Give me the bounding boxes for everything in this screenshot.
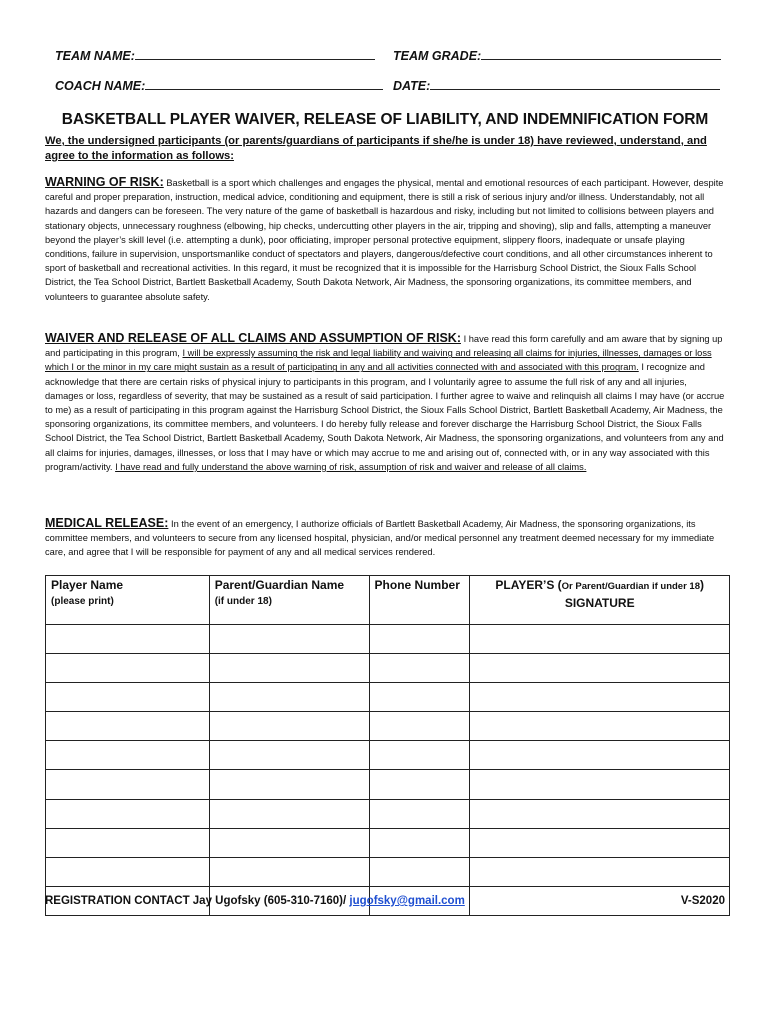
signature-header-b: Or Parent/Guardian if under 18 <box>561 581 700 592</box>
intro-statement: We, the undersigned participants (or parents/guardians of participants if she/he is under 18) have reviewed, understand, and agree to the information as follows: <box>45 135 707 162</box>
coach-name-field[interactable] <box>55 78 383 93</box>
table-row <box>46 654 730 683</box>
player-name-header-sub: (please print) <box>51 596 114 607</box>
signature-cell[interactable] <box>470 683 730 712</box>
player-name-cell[interactable] <box>46 857 210 886</box>
waiver-underline-1: I will be expressly assuming the risk and legal liability and waiving and releasing all claims for injuries, illnesses, damages or loss which I or the minor in my care might sustain as a result of participating in any and all activities connected with and associated with this program. <box>45 348 712 373</box>
guardian-name-cell[interactable] <box>209 654 369 683</box>
signature-header-a: PLAYER’S ( <box>495 578 562 592</box>
coach-name-line[interactable] <box>145 78 383 90</box>
table-row <box>46 683 730 712</box>
date-line[interactable] <box>430 78 720 90</box>
waiver-underline-2: I have read and fully understand the above warning of risk, assumption of risk and waiver and release of all claims. <box>115 461 587 472</box>
registration-contact <box>45 895 725 907</box>
guardian-name-header-label: Parent/Guardian Name <box>214 578 345 592</box>
player-name-cell[interactable] <box>46 828 210 857</box>
phone-number-cell[interactable] <box>369 828 470 857</box>
signature-header-sub: SIGNATURE <box>564 596 635 610</box>
phone-number-header-label: Phone Number <box>374 578 460 592</box>
guardian-name-cell[interactable] <box>209 770 369 799</box>
warning-heading: WARNING OF RISK: <box>45 175 164 189</box>
signature-header <box>470 576 730 625</box>
signature-cell[interactable] <box>470 770 730 799</box>
guardian-name-cell[interactable] <box>209 857 369 886</box>
player-name-cell[interactable] <box>46 654 210 683</box>
contact-text: REGISTRATION CONTACT Jay Ugofsky (605-310-7160)/ <box>45 895 347 907</box>
phone-number-cell[interactable] <box>369 741 470 770</box>
team-grade-line[interactable] <box>481 48 721 60</box>
table-row <box>46 741 730 770</box>
warning-text: Basketball is a sport which challenges and engages the physical, mental and emotional resources of each participant. However, despite careful and proper preparation, instruction, medical advice, conditioning and equipment, there is still a risk of serious injury and/or illness. Understandably, not all hazards and dangers can be foreseen. The very nature of the game of basketball is hazardous and risky, including but not limited to collisions between players and stationary objects, unnecessary roughness (elbowing, hip checks, undercutting other players in the air, tripping and shoving), slip and falls, attempting a maneuver beyond the player’s skill level (i.e. attempting a dunk), poor officiating, improper personal protective equipment, slippery floors, inadequate or unsafe playing conditions, failure in supervision, unsportsmanlike conduct of spectators and players, dangerous/defective court conditions, and all other circumstances inherent to sport of basketball and recreational activities. In this regard, it must be recognized that it is impossible for the Harrisburg School District, the Sioux Falls School District, the Tea School District, Bartlett Basketball Academy, South Dakota Network, Air Madness, the sponsoring organizations, its committee members, and volunteers to guarantee absolute safety. <box>45 178 724 302</box>
phone-number-cell[interactable] <box>369 654 470 683</box>
guardian-name-cell[interactable] <box>209 683 369 712</box>
version-label: V-S2020 <box>680 895 725 907</box>
player-name-cell[interactable] <box>46 625 210 654</box>
guardian-name-cell[interactable] <box>209 625 369 654</box>
phone-number-header <box>369 576 470 625</box>
signature-cell[interactable] <box>470 799 730 828</box>
form-title: BASKETBALL PLAYER WAIVER, RELEASE OF LIABILITY, AND INDEMNIFICATION FORM <box>61 111 709 128</box>
table-row <box>46 770 730 799</box>
player-name-cell[interactable] <box>46 741 210 770</box>
guardian-name-cell[interactable] <box>209 799 369 828</box>
table-row <box>46 712 730 741</box>
warning-of-risk-section <box>45 175 725 304</box>
medical-release-section <box>45 516 725 560</box>
guardian-name-cell[interactable] <box>209 741 369 770</box>
waiver-heading: WAIVER AND RELEASE OF ALL CLAIMS AND ASSUMPTION OF RISK: <box>45 331 461 345</box>
team-name-field[interactable] <box>55 48 375 63</box>
signature-cell[interactable] <box>470 857 730 886</box>
phone-number-cell[interactable] <box>369 625 470 654</box>
team-name-line[interactable] <box>135 48 375 60</box>
table-row <box>46 857 730 886</box>
coach-name-label: COACH NAME: <box>55 79 146 93</box>
waiver-text-2: I recognize and acknowledge that there are certain risks of physical injury to participants in this program, and I voluntarily agree to assume the full risk of any and all injuries, damages or loss, regardless of severity, that may be sustained as a result of said participation. I further agree to waive and relinquish all claims I may have (or accrue to me) as a result of participating in this program against the Harrisburg School District, the Sioux Falls School District, Bartlett Basketball Academy, Air Madness, the sponsoring organizations, its committee members, and volunteers. I do hereby fully release and forever discharge the Harrisburg School District, the Sioux Falls School District, the Tea School District, Bartlett Basketball Academy, South Dakota Network, Air Madness, the sponsoring organizations, and volunteers from any and all claims for injuries, damages, illnesses, or loss that I may have or which may accrue to me and arising out of, connected with, or in any way associated with this program/activity. <box>45 362 725 472</box>
signature-table-header <box>46 576 730 625</box>
table-row <box>46 799 730 828</box>
table-row <box>46 625 730 654</box>
team-name-label: TEAM NAME: <box>55 49 135 63</box>
phone-number-cell[interactable] <box>369 770 470 799</box>
team-grade-label: TEAM GRADE: <box>393 49 482 63</box>
player-name-cell[interactable] <box>46 770 210 799</box>
player-name-header-label: Player Name <box>51 578 124 592</box>
signature-cell[interactable] <box>470 712 730 741</box>
table-row <box>46 828 730 857</box>
guardian-name-cell[interactable] <box>209 828 369 857</box>
signature-cell[interactable] <box>470 625 730 654</box>
signature-header-c: ) <box>699 578 704 592</box>
player-name-cell[interactable] <box>46 683 210 712</box>
waiver-section <box>45 331 725 474</box>
phone-number-cell[interactable] <box>369 712 470 741</box>
signature-cell[interactable] <box>470 828 730 857</box>
guardian-name-header <box>209 576 369 625</box>
phone-number-cell[interactable] <box>369 683 470 712</box>
player-name-cell[interactable] <box>46 799 210 828</box>
date-field[interactable] <box>393 78 720 93</box>
waiver-text-1: I have read this form carefully and am aware that by signing up and participating in this program, <box>45 334 723 359</box>
signature-cell[interactable] <box>470 741 730 770</box>
team-grade-field[interactable] <box>393 48 721 63</box>
date-label: DATE: <box>393 79 431 93</box>
guardian-name-cell[interactable] <box>209 712 369 741</box>
medical-heading: MEDICAL RELEASE: <box>45 516 169 530</box>
medical-text: In the event of an emergency, I authorize officials of Bartlett Basketball Academy, Air Madness, the sponsoring organizations, its committee members, and volunteers to secure from any licensed hospital, physician, and/or medical personnel any treatment deemed necessary for my immediate care, and agree that I will be responsible for payment of any and all medical services rendered. <box>45 519 715 558</box>
contact-email-link[interactable]: jugofsky@gmail.com <box>349 895 465 907</box>
player-name-cell[interactable] <box>46 712 210 741</box>
signature-cell[interactable] <box>470 654 730 683</box>
phone-number-cell[interactable] <box>369 799 470 828</box>
player-name-header <box>46 576 210 625</box>
signature-table <box>45 575 730 916</box>
phone-number-cell[interactable] <box>369 857 470 886</box>
guardian-name-header-sub: (if under 18) <box>214 596 272 607</box>
